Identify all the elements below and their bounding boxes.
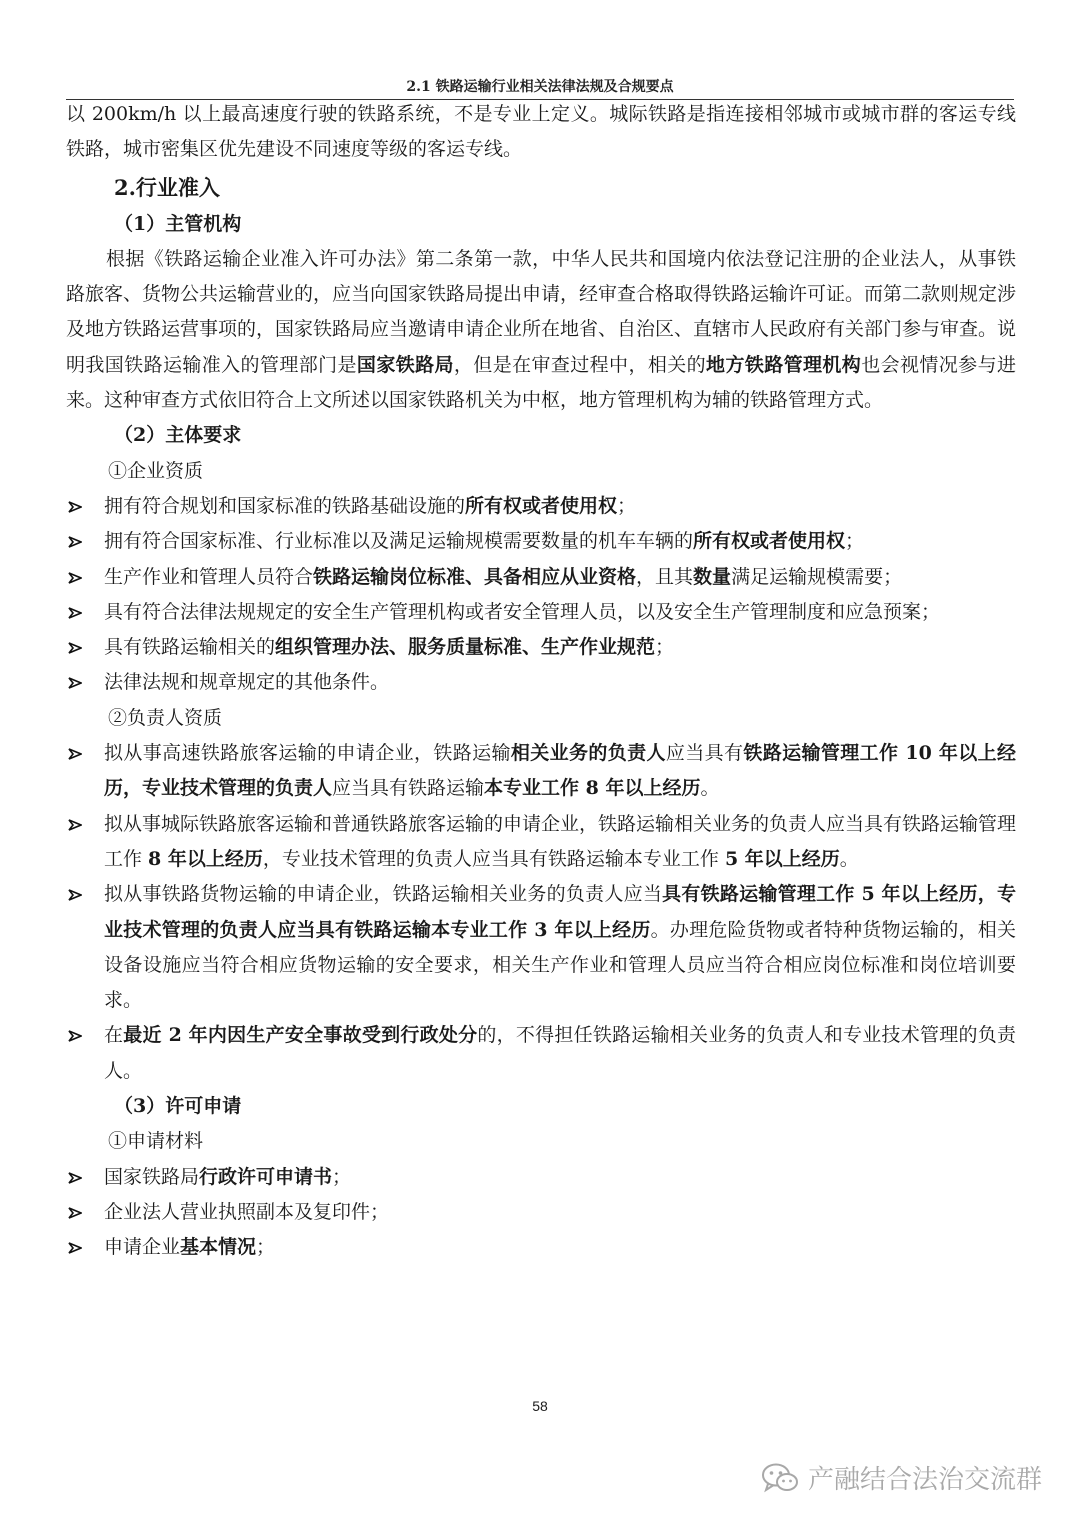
list-item: 拟从事城际铁路旅客运输和普通铁路旅客运输的申请企业，铁路运输相关业务的负责人应当具有铁路运输管理工作 8 年以上经历，专业技术管理的负责人应当具有铁路运输本专业工作 5 年以上经历。: [66, 807, 1016, 878]
list-item: 拥有符合国家标准、行业标准以及满足运输规模需要数量的机车车辆的所有权或者使用权；: [66, 524, 1016, 559]
list-item: 国家铁路局行政许可申请书；: [66, 1160, 1016, 1195]
arrow-bullet-icon: [66, 630, 84, 665]
watermark: [760, 1459, 1042, 1496]
authority-paragraph: 根据《铁路运输企业准入许可办法》第二条第一款，中华人民共和国境内依法登记注册的企业法人，从事铁路旅客、货物公共运输营业的，应当向国家铁路局提出申请，经审查合格取得铁路运输许可证。而第二款则规定涉及地方铁路运营事项的，国家铁路局应当邀请申请企业所在地省、自治区、直辖市人民政府有关部门参与审查。说明我国铁路运输准入的管理部门是国家铁路局，但是在审查过程中，相关的地方铁路管理机构也会视情况参与进来。这种审查方式依旧符合上文所述以国家铁路机关为中枢，地方管理机构为辅的铁路管理方式。: [66, 247, 1017, 412]
list-item: 生产作业和管理人员符合铁路运输岗位标准、具备相应从业资格，且其数量满足运输规模需要；: [66, 560, 1016, 595]
subsection-heading-2: （2）主体要求: [114, 424, 242, 447]
list-item: 在最近 2 年内因生产安全事故受到行政处分的，不得担任铁路运输相关业务的负责人和专业技术管理的负责人。: [66, 1018, 1016, 1089]
section-heading: 2.行业准入: [114, 174, 220, 200]
sub-heading-responsible: ②负责人资质: [108, 706, 223, 729]
sub-heading-enterprise: ①企业资质: [108, 459, 204, 482]
arrow-bullet-icon: [66, 595, 84, 630]
list-item: 申请企业基本情况；: [66, 1230, 1016, 1265]
arrow-bullet-icon: [66, 1195, 84, 1230]
arrow-bullet-icon: [66, 1160, 84, 1195]
list-item: 企业法人营业执照副本及复印件；: [66, 1195, 1016, 1230]
watermark-text: 产融结合法治交流群: [807, 1465, 1042, 1495]
arrow-bullet-icon: [66, 736, 84, 771]
arrow-bullet-icon: [66, 489, 84, 524]
list-item: 具有铁路运输相关的组织管理办法、服务质量标准、生产作业规范；: [66, 630, 1016, 665]
list-item: 拟从事铁路货物运输的申请企业，铁路运输相关业务的负责人应当具有铁路运输管理工作 5 年以上经历，专业技术管理的负责人应当具有铁路运输本专业工作 3 年以上经历。办理危险货物或者特种货物运输的，相关设备设施应当符合相应货物运输的安全要求，相关生产作业和管理人员应当符合相应岗位标准和岗位培训要求。: [66, 877, 1016, 1018]
arrow-bullet-icon: [66, 1230, 84, 1265]
arrow-bullet-icon: [66, 665, 84, 700]
page-number: 58: [532, 1398, 548, 1414]
arrow-bullet-icon: [66, 1018, 84, 1053]
intro-paragraph: 以 200km/h 以上最高速度行驶的铁路系统，不是专业上定义。城际铁路是指连接相邻城市或城市群的客运专线铁路，城市密集区优先建设不同速度等级的客运专线。: [66, 103, 1016, 161]
sub-heading-materials: ①申请材料: [108, 1130, 204, 1153]
arrow-bullet-icon: [66, 807, 84, 842]
list-item: 拥有符合规划和国家标准的铁路基础设施的所有权或者使用权；: [66, 489, 1016, 524]
arrow-bullet-icon: [66, 560, 84, 595]
list-item: 具有符合法律法规规定的安全生产管理机构或者安全管理人员，以及安全生产管理制度和应急预案；: [66, 595, 1016, 630]
subsection-heading-1: （1）主管机构: [114, 212, 242, 235]
wechat-icon: [760, 1461, 800, 1495]
arrow-bullet-icon: [66, 877, 84, 912]
subsection-heading-3: （3）许可申请: [114, 1095, 242, 1118]
page-content: [66, 97, 1016, 1266]
page-header: 2.1 铁路运输行业相关法律法规及合规要点: [406, 79, 674, 95]
list-item: 拟从事高速铁路旅客运输的申请企业，铁路运输相关业务的负责人应当具有铁路运输管理工作 10 年以上经历，专业技术管理的负责人应当具有铁路运输本专业工作 8 年以上经历。: [66, 736, 1016, 807]
arrow-bullet-icon: [66, 524, 84, 559]
list-item: 法律法规和规章规定的其他条件。: [66, 665, 1016, 700]
